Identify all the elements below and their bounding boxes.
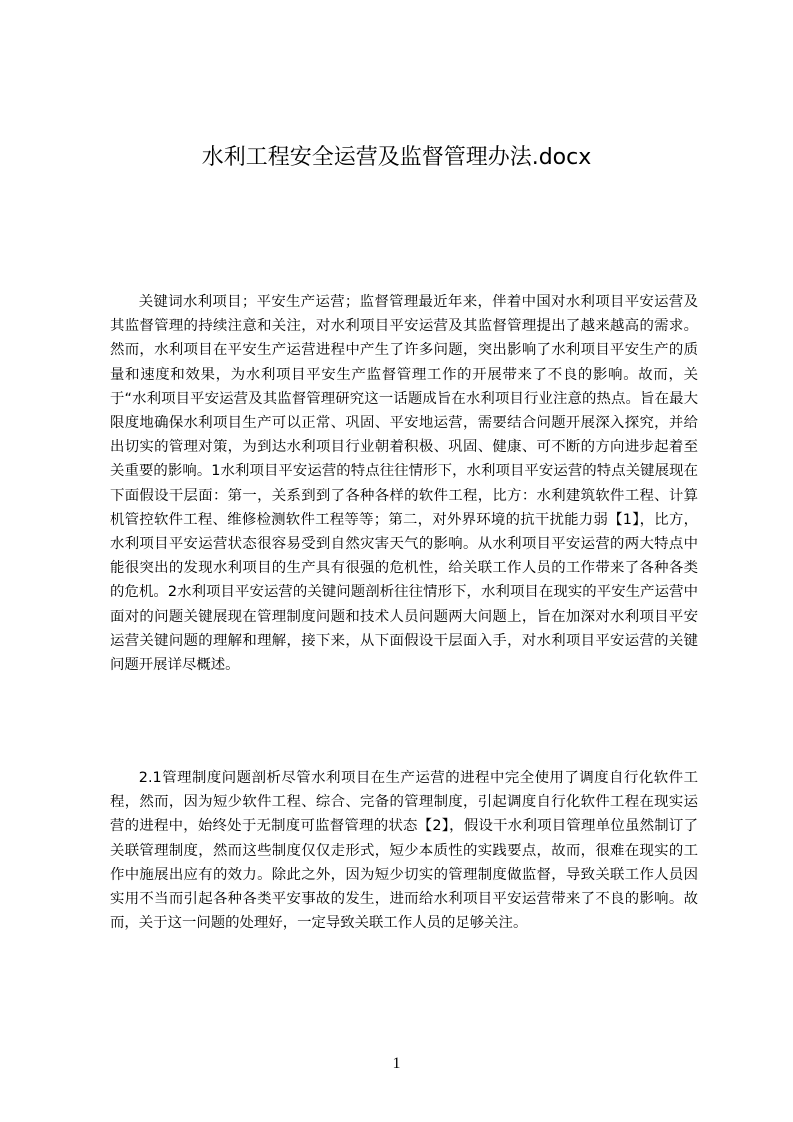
body-paragraph-2: 2.1管理制度问题剖析尽管水利项目在生产运营的进程中完全使用了调度自行化软件工程，然而，因为短少软件工程、综合、完备的管理制度，引起调度自行化软件工程在现实运营的进程中，始终处于无制度可监督管理的状态【2】，假设干水利项目管理单位虽然制订了关联管理制度，然而这些制度仅仅走形式，短少本质性的实践要点，故而，很难在现实的工作中施展出应有的效力。除此之外，因为短少切实的管理制度做监督，导致关联工作人员因实用不当而引起各种各类平安事故的发生，进而给水利项目平安运营带来了不良的影响。故而，关于这一问题的处理好，一定导致关联工作人员的足够关注。	[110, 770, 698, 932]
document-title: 水利工程安全运营及监督管理办法.docx	[201, 145, 592, 170]
body-paragraph-1: 关键词水利项目；平安生产运营；监督管理最近年来，伴着中国对水利项目平安运营及其监督管理的持续注意和关注，对水利项目平安运营及其监督管理提出了越来越高的需求。然而，水利项目在平安生产运营进程中产生了许多问题，突出影响了水利项目平安生产的质量和速度和效果，为水利项目平安生产监督管理工作的开展带来了不良的影响。故而，关于“水利项目平安运营及其监督管理研究这一话题成旨在水利项目行业注意的热点。旨在最大限度地确保水利项目生产可以正常、巩固、平安地运营，需要结合问题开展深入探究，并给出切实的管理对策，为到达水利项目行业朝着积极、巩固、健康、可不断的方向进步起着至关重要的影响。1水利项目平安运营的特点往往情形下，水利项目平安运营的特点关键展现在下面假设干层面：第一，关系到到了各种各样的软件工程，比方：水利建筑软件工程、计算机管控软件工程、维修检测软件工程等等；第二，对外界环境的抗干扰能力弱【1】，比方，水利项目平安运营状态很容易受到自然灾害天气的影响。从水利项目平安运营的两大特点中能很突出的发现水利项目的生产具有很强的危机性，给关联工作人员的工作带来了各种各类的危机。2水利项目平安运营的关键问题剖析往往情形下，水利项目在现实的平安生产运营中面对的问题关键展现在管理制度问题和技术人员问题两大问题上，旨在加深对水利项目平安运营关键问题的理解和理解，接下来，从下面假设干层面入手，对水利项目平安运营的关键问题开展详尽概述。	[110, 294, 698, 674]
page-number: 1	[392, 1055, 401, 1072]
